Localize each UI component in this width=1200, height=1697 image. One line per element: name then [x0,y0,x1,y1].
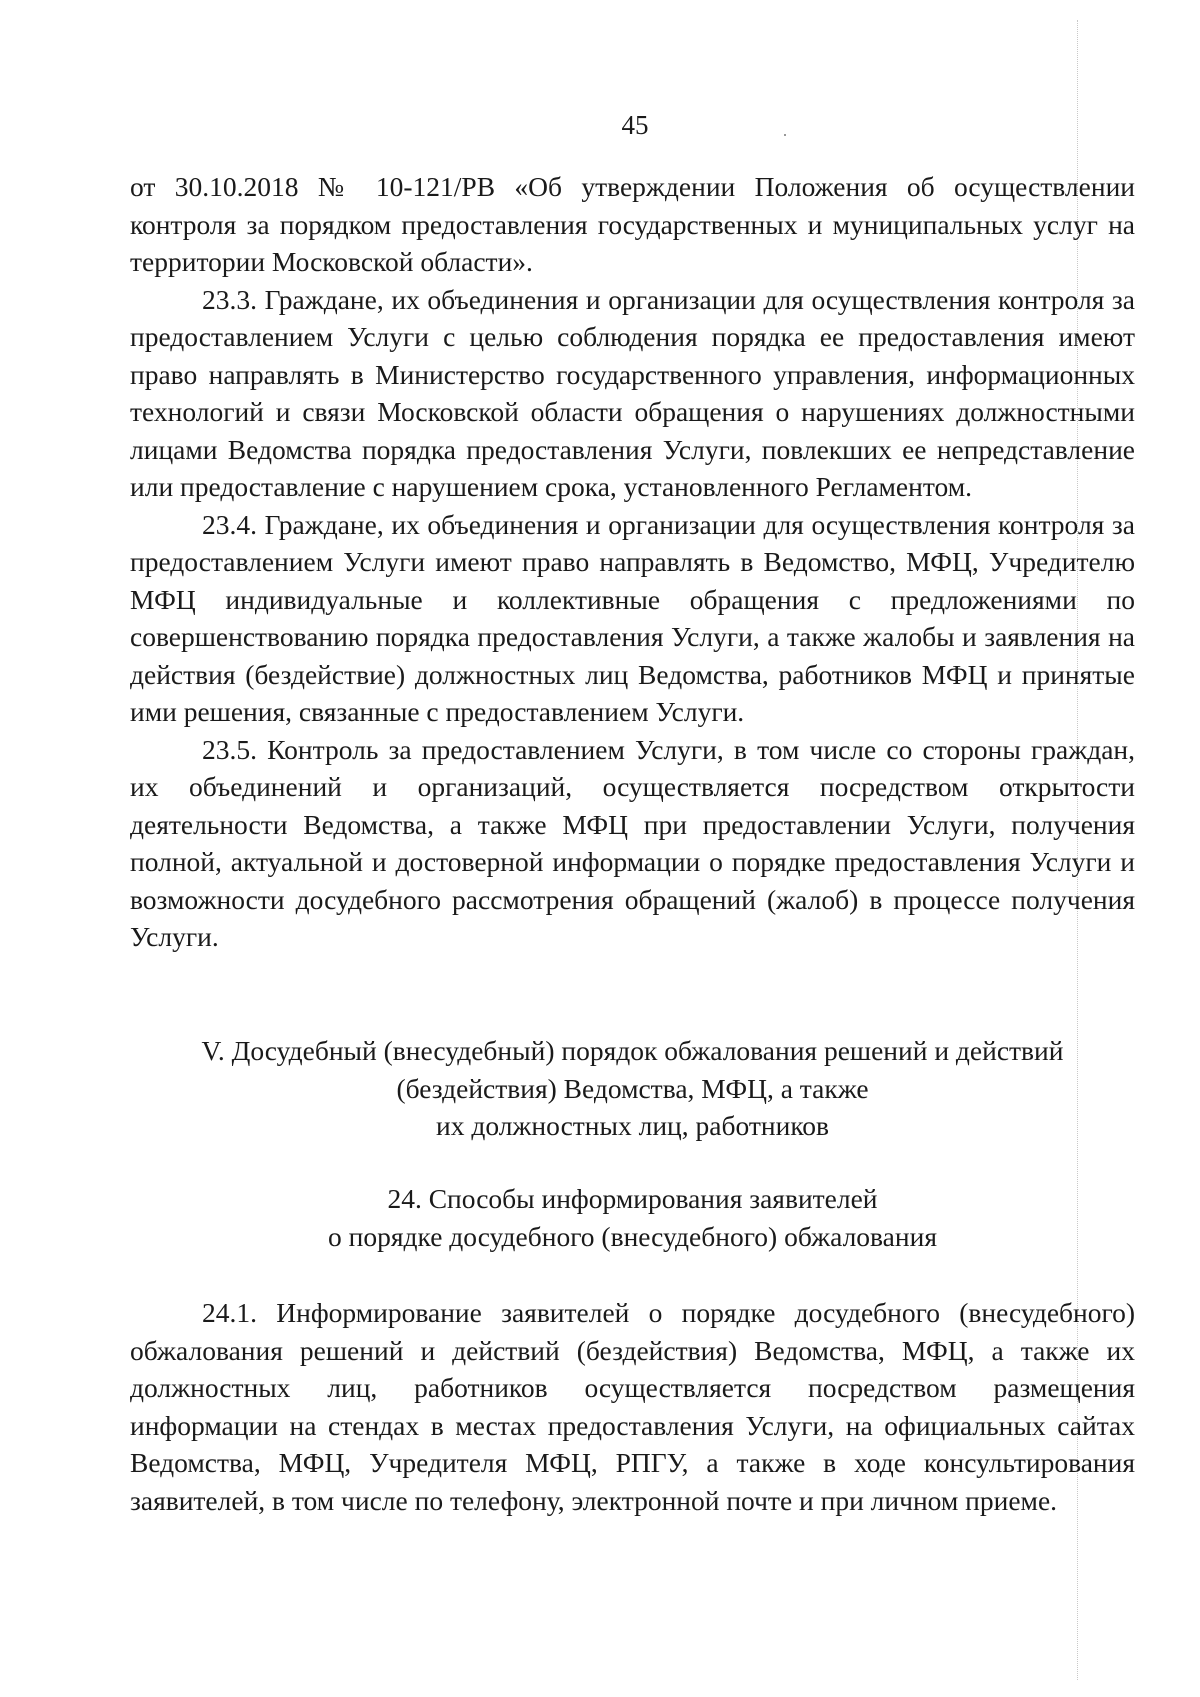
paragraph-23-4: 23.4. Граждане, их объединения и организации для осуществления контроля за предоставлением Услуги имеют право направлять в Ведомство, МФЦ, Учредителю МФЦ индивидуальные и коллективные обращения с предложениями по совершенствованию порядка предоставления Услуги, а также жалобы и заявления на действия (бездействие) должностных лиц Ведомства, работников МФЦ и принятые ими решения, связанные с предоставлением Услуги. [130,508,1135,727]
section-heading [130,1032,1135,1145]
paragraph-23-5: 23.5. Контроль за предоставлением Услуги, в том числе со стороны граждан, их объединений и организаций, осуществляется посредством открытости деятельности Ведомства, а также МФЦ при предоставлении Услуги, получения полной, актуальной и достоверной информации о порядке предоставления Услуги и возможности досудебного рассмотрения обращений (жалоб) в процессе получения Услуги. [130,733,1135,952]
paragraph-continuation: от 30.10.2018 № 10-121/РВ «Об утверждении Положения об осуществлении контроля за порядком предоставления государственных и муниципальных услуг на территории Московской области». [130,171,1135,277]
page-number: 45 [621,110,649,140]
paragraph-23-3: 23.3. Граждане, их объединения и организации для осуществления контроля за предоставлением Услуги с целью соблюдения порядка ее предоставления имеют право направлять в Министерство государственного управления, информационных технологий и связи Московской области обращения о нарушениях должностными лицами Ведомства порядка предоставления Услуги, повлекших ее непредставление или предоставление с нарушением срока, установленного Регламентом. [130,283,1135,502]
section-heading-line: (бездействия) Ведомства, МФЦ, а также [396,1072,869,1104]
body-text-block-a [130,168,1135,956]
section-heading-line: их должностных лиц, работников [435,1110,830,1141]
section-heading-line: V. Досудебный (внесудебный) порядок обжалования решений и действий [201,1035,1064,1066]
subsection-heading-line: 24. Способы информирования заявителей [387,1183,878,1214]
subsection-heading [130,1180,1135,1255]
subsection-heading-line: о порядке досудебного (внесудебного) обжалования [328,1220,937,1252]
body-text-block-b [130,1294,1135,1519]
paragraph-24-1: 24.1. Информирование заявителей о порядке досудебного (внесудебного) обжалования решений и действий (бездействия) Ведомства, МФЦ, а также их должностных лиц, работников осуществляется посредством размещения информации на стендах в местах предоставления Услуги, на официальных сайтах Ведомства, МФЦ, Учредителя МФЦ, РПГУ, а также в ходе консультирования заявителей, в том числе по телефону, электронной почте и при личном приеме. [130,1297,1135,1516]
